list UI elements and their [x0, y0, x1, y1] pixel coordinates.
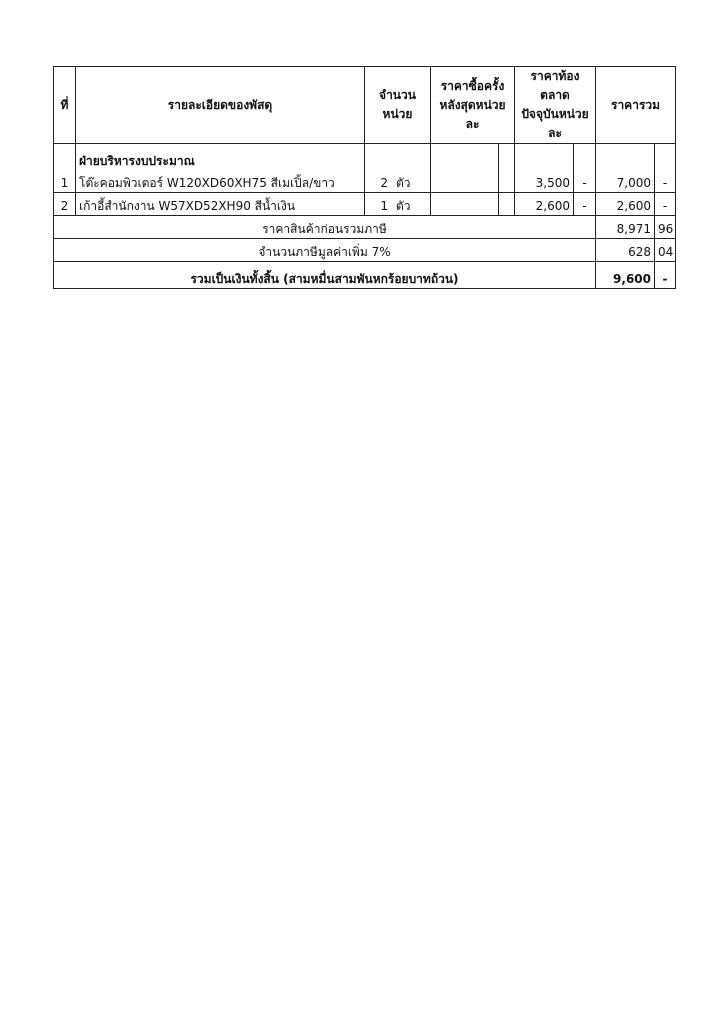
table-header-row: [54, 67, 676, 144]
header-market-price: [515, 67, 596, 144]
row-description: เก้าอี้สำนักงาน W57XD52XH90 สีน้ำเงิน: [76, 193, 365, 216]
table-row: [54, 193, 676, 216]
row-total-sub: -: [655, 170, 676, 193]
row-description: โต๊ะคอมพิวเตอร์ W120XD60XH75 สีเมเปิ้ล/ขาว: [76, 170, 365, 193]
header-description: รายละเอียดของพัสดุ: [76, 67, 365, 144]
header-total: ราคารวม: [596, 67, 676, 144]
category-total-cell: [596, 144, 655, 171]
category-market-price-cell: [515, 144, 574, 171]
vat-row: [54, 239, 676, 262]
grand-total-sub: -: [655, 262, 676, 289]
row-quantity: [365, 193, 431, 216]
row-no: 1: [54, 170, 76, 193]
category-row: [54, 144, 676, 171]
subtotal-row: [54, 216, 676, 239]
category-label: ฝ่ายบริหารงบประมาณ: [76, 144, 365, 171]
row-no: 2: [54, 193, 76, 216]
subtotal-label: ราคาสินค้าก่อนรวมภาษี: [54, 216, 596, 239]
subtotal-sub: 96: [655, 216, 676, 239]
row-unit: ตัว: [396, 199, 411, 213]
row-market-price-sub: -: [574, 193, 596, 216]
row-unit: ตัว: [396, 176, 411, 190]
header-last-price-line1: ราคาซื้อครั้ง: [440, 78, 505, 93]
category-total-sub-cell: [655, 144, 676, 171]
row-total: 2,600: [596, 193, 655, 216]
price-table: [53, 66, 676, 289]
row-last-price-sub: [499, 193, 515, 216]
row-market-price: 3,500: [515, 170, 574, 193]
category-last-price-sub-cell: [499, 144, 515, 171]
row-total-sub: -: [655, 193, 676, 216]
grand-total-label: รวมเป็นเงินทั้งสิ้น (สามหมื่นสามพันหกร้อยบาทถ้วน): [54, 262, 596, 289]
category-no-cell: [54, 144, 76, 171]
row-last-price: [431, 170, 499, 193]
category-qty-cell: [365, 144, 431, 171]
header-market-price-line1: ราคาท้องตลาด: [530, 69, 580, 102]
subtotal-value: 8,971: [596, 216, 655, 239]
header-quantity: จำนวนหน่วย: [365, 67, 431, 144]
row-qty: 1: [380, 199, 388, 213]
header-last-price-line2: หลังสุดหน่วยละ: [439, 97, 506, 131]
header-no: ที่: [54, 67, 76, 144]
vat-sub: 04: [655, 239, 676, 262]
row-qty: 2: [380, 176, 388, 190]
header-market-price-line2: ปัจจุบันหน่วยละ: [521, 107, 589, 140]
vat-label: จำนวนภาษีมูลค่าเพิ่ม 7%: [54, 239, 596, 262]
row-market-price: 2,600: [515, 193, 574, 216]
row-last-price: [431, 193, 499, 216]
row-quantity: [365, 170, 431, 193]
category-last-price-cell: [431, 144, 499, 171]
category-market-price-sub-cell: [574, 144, 596, 171]
grand-total-row: [54, 262, 676, 289]
row-total: 7,000: [596, 170, 655, 193]
table-row: [54, 170, 676, 193]
header-last-price: [431, 67, 515, 144]
vat-value: 628: [596, 239, 655, 262]
row-last-price-sub: [499, 170, 515, 193]
grand-total-value: 9,600: [596, 262, 655, 289]
row-market-price-sub: -: [574, 170, 596, 193]
